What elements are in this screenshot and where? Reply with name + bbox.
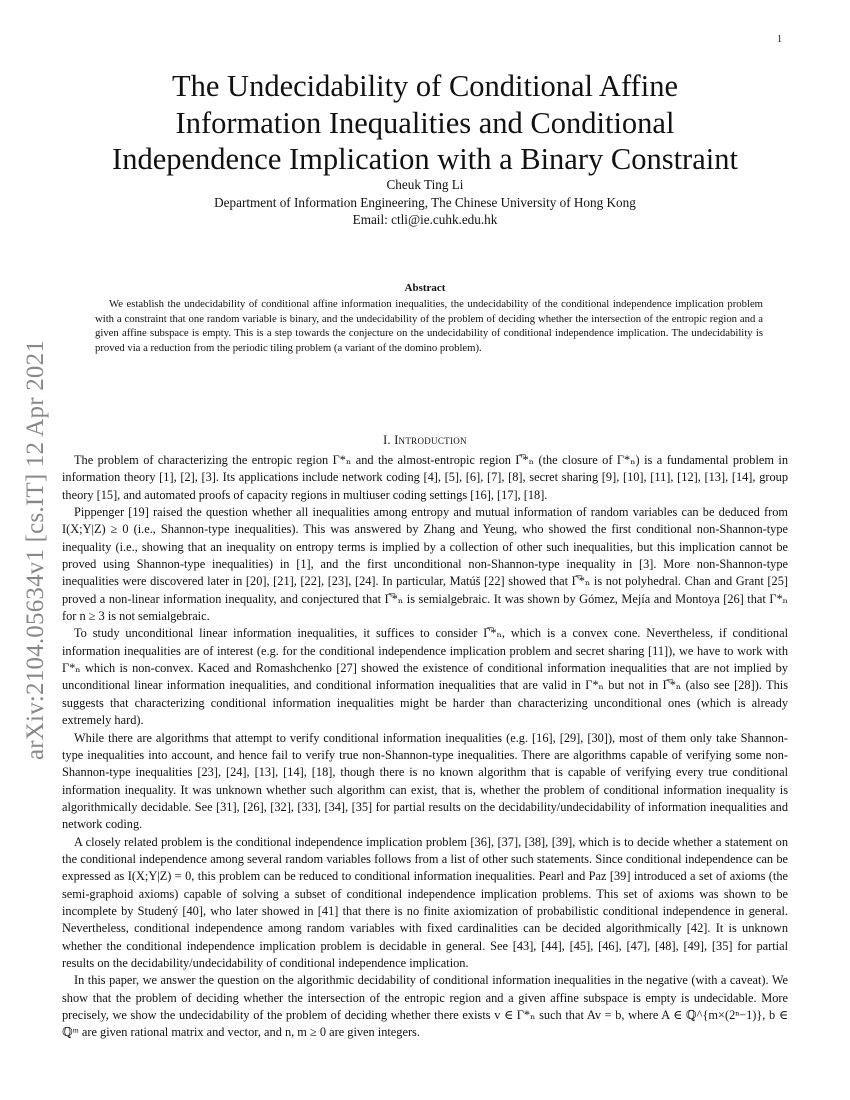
section-heading bbox=[0, 433, 850, 448]
paragraph: A closely related problem is the conditional independence implication problem [36], [37], [38], [39], which is to decide whether a statement on the conditional independence among several random variables follows from a list of other such statements. Since conditional independence can be expressed as I(X;Y|Z) = 0, this problem can be reduced to conditional information inequalities. Pearl and Paz [39] introduced a set of axioms (the semi-graphoid axioms) capable of solving a subset of conditional independence implication problems. This set of axioms was shown to be incomplete by Studený [40], who later showed in [41] that there is no finite axiomization of probabilistic conditional independence in general. Nevertheless, conditional independence among random variables with fixed cardinalities can be decided algorithmically [42]. It is unknown whether the conditional independence implication problem is decidable in general. See [43], [44], [45], [46], [47], [48], [49], [35] for partial results on the decidability/undecidability of conditional independence implication. bbox=[62, 834, 788, 970]
page-number: 1 bbox=[777, 34, 782, 45]
section-title: Introduction bbox=[394, 433, 467, 447]
title-line: Information Inequalities and Conditional bbox=[175, 105, 675, 140]
author-affiliation: Department of Information Engineering, The Chinese University of Hong Kong bbox=[214, 194, 636, 210]
author-email: Email: ctli@ie.cuhk.edu.hk bbox=[352, 212, 498, 227]
body-text bbox=[62, 452, 788, 1042]
arxiv-id: arXiv:2104.05634v1 [cs.IT] 12 Apr 2021 bbox=[22, 339, 49, 761]
paragraph: In this paper, we answer the question on the algorithmic decidability of conditional information inequalities in the negative (with a caveat). We show that the problem of deciding whether the intersection of the entropic region and a given affine subspace is empty is undecidable. More precisely, we show the undecidability of the problem of deciding whether there exists v ∈ Γ*ₙ such that Av = b, where A ∈ ℚ^{m×(2ⁿ−1)}, b ∈ ℚᵐ are given rational matrix and vector, and n, m ≥ 0 are given integers. bbox=[62, 973, 788, 1040]
author-name: Cheuk Ting Li bbox=[386, 177, 464, 192]
paragraph: To study unconditional linear information inequalities, it suffices to consider Γ̅*ₙ, which is a convex cone. Nevertheless, if conditional information inequalities are of interest (e.g. for the conditional independence implication problem and secret sharing [11]), we have to work with Γ*ₙ which is non-convex. Kaced and Romashchenko [27] showed the existence of conditional information inequalities that are not implied by unconditional linear information inequalities, and conditional information inequalities that are valid in Γ*ₙ but not in Γ̅*ₙ (also see [28]). This suggests that characterizing conditional information inequalities might be harder than characterizing unconditional ones (which is already extremely hard). bbox=[62, 626, 788, 728]
arxiv-watermark bbox=[16, 270, 56, 830]
title-line: The Undecidability of Conditional Affine bbox=[172, 69, 678, 103]
author-block bbox=[0, 176, 850, 229]
title-line: Independence Implication with a Binary Constraint bbox=[112, 142, 738, 176]
paper-title bbox=[0, 68, 850, 178]
abstract-heading: Abstract bbox=[404, 282, 446, 294]
section-number: I. bbox=[383, 433, 391, 447]
abstract-text: We establish the undecidability of conditional affine information inequalities, the undecidability of the conditional independence implication problem with a constraint that one random variable is binary, and the undecidability of the problem of deciding whether the intersection of the entropic region and a given affine subspace is empty. This is a step towards the conjecture on the undecidability of conditional independence implication. The undecidability is proved via a reduction from the periodic tiling problem (a variant of the domino problem). bbox=[95, 298, 763, 355]
paragraph: Pippenger [19] raised the question whether all inequalities among entropy and mutual information of random variables can be deduced from I(X;Y|Z) ≥ 0 (i.e., Shannon-type inequalities). This was answered by Zhang and Yeung, who showed the first conditional non-Shannon-type inequality (i.e., showing that an inequality on entropy terms is implied by a collection of other such inequalities, but this implication cannot be proved using Shannon-type inequalities) in [1], and the first unconditional non-Shannon-type inequality in [3]. More non-Shannon-type inequalities were discovered later in [20], [21], [22], [23], [24]. In particular, Matúš [22] showed that Γ̅*ₙ is not polyhedral. Chan and Grant [25] proved a non-linear information inequality, and conjectured that Γ̅*ₙ is semialgebraic. It was shown by Gómez, Mejía and Montoya [26] that Γ*ₙ for n ≥ 3 is not semialgebraic. bbox=[62, 505, 788, 624]
paragraph: The problem of characterizing the entropic region Γ*ₙ and the almost-entropic region Γ̅*ₙ (the closure of Γ*ₙ) is a fundamental problem in information theory [1], [2], [3]. Its applications include network coding [4], [5], [6], [7], [8], secret sharing [9], [10], [11], [12], [13], [14], group theory [15], and automated proofs of capacity regions in multiuser coding settings [16], [17], [18]. bbox=[62, 453, 788, 502]
paragraph: While there are algorithms that attempt to verify conditional information inequalities (e.g. [16], [29], [30]), most of them only take Shannon-type inequalities into account, and hence fail to verify true non-Shannon-type inequalities. There are algorithms capable of verifying some non-Shannon-type inequalities [23], [24], [13], [14], [18], though there is no known algorithm that is capable of verifying every true conditional information inequality. It was unknown whether such algorithm can exist, that is, whether the problem of conditional information inequality is algorithmically decidable. See [31], [26], [32], [33], [34], [35] for partial results on the decidability/undecidability of information inequalities and network coding. bbox=[62, 730, 788, 832]
